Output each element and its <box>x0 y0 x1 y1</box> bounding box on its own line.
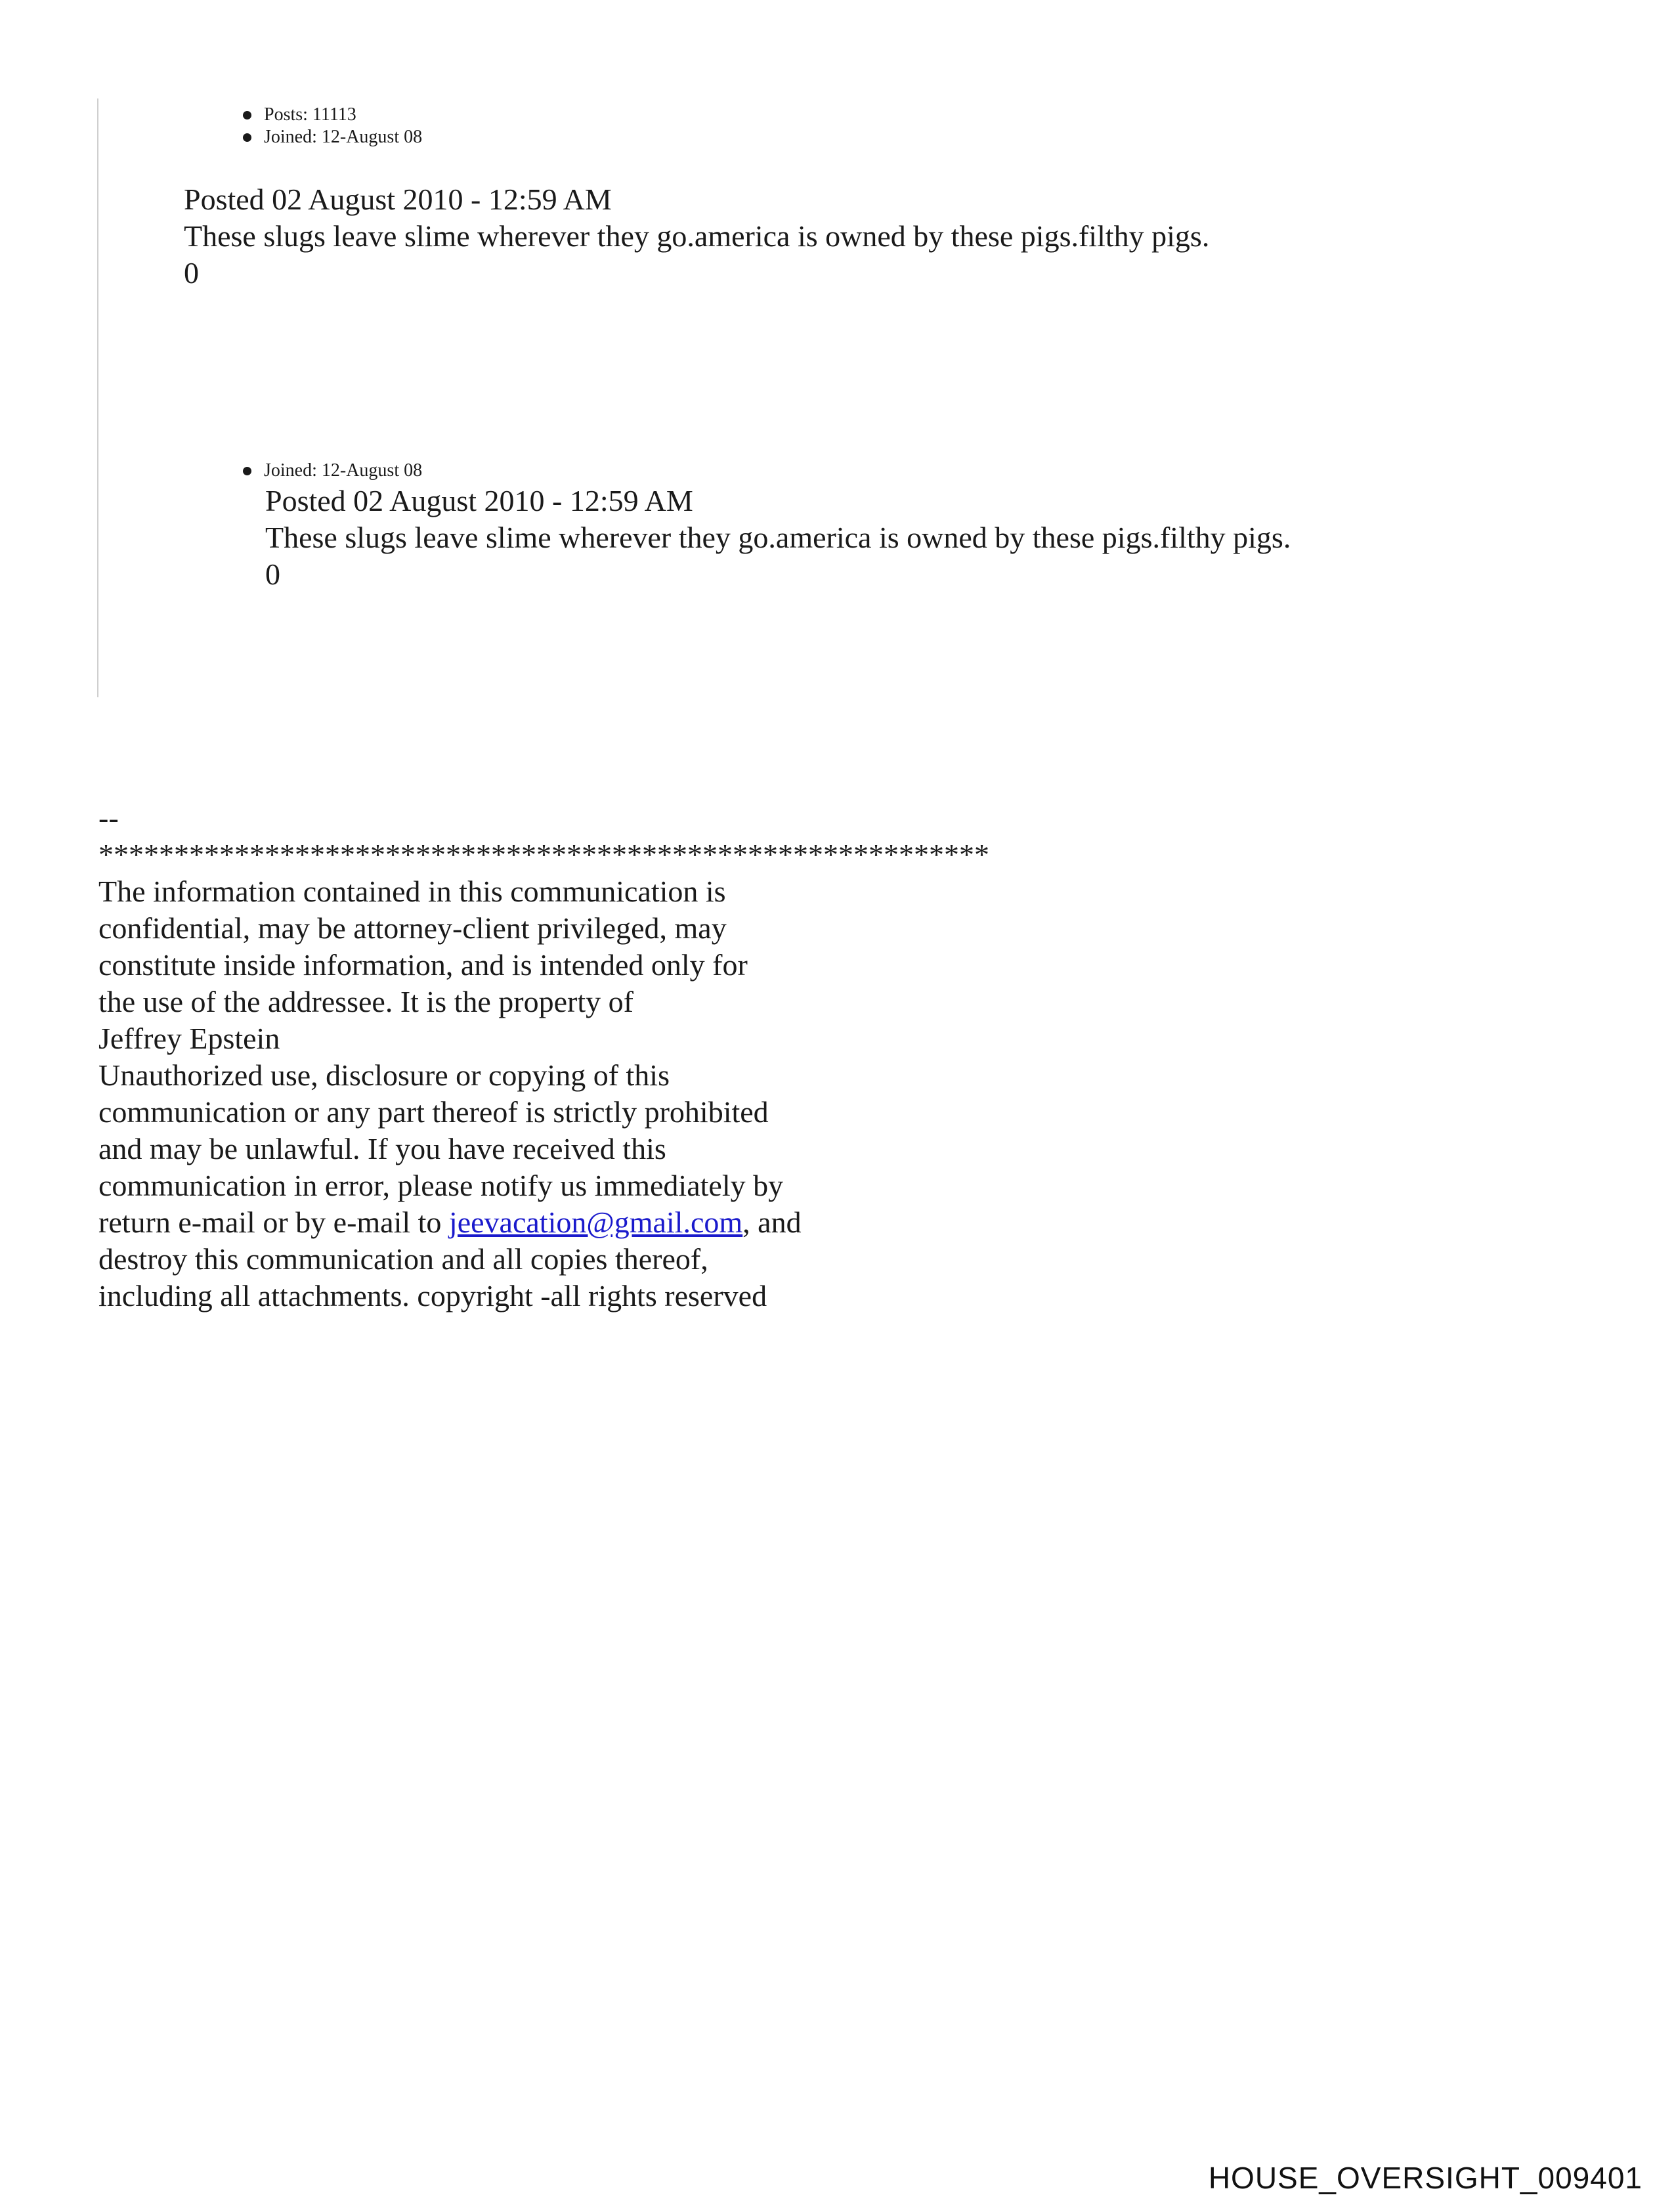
disclaimer-line: and may be unlawful. If you have received this <box>98 1132 666 1165</box>
post-body: These slugs leave slime wherever they go.america is owned by these pigs.filthy pigs. <box>265 521 1291 554</box>
disclaimer-email-line <box>98 1204 989 1241</box>
disclaimer-line: destroy this communication and all copies thereof, <box>98 1242 708 1276</box>
disclaimer-line: the use of the addressee. It is the property of <box>98 985 633 1018</box>
joined-date-item: Joined: 12-August 08 <box>240 126 422 148</box>
disclaimer-owner: Jeffrey Epstein <box>98 1022 280 1055</box>
signature-separator: -- <box>98 801 119 835</box>
disclaimer-line: Unauthorized use, disclosure or copying of this <box>98 1058 670 1092</box>
post-reputation-count: 0 <box>184 256 199 290</box>
disclaimer-line: constitute inside information, and is intended only for <box>98 948 748 982</box>
post-count-item: Posts: 11113 <box>240 104 422 126</box>
joined-date-item: Joined: 12-August 08 <box>240 460 422 482</box>
quoted-post-meta-list <box>240 460 422 482</box>
disclaimer-line: The information contained in this communication is <box>98 875 726 908</box>
quote-border <box>97 98 98 697</box>
post-meta-list <box>240 104 422 148</box>
disclaimer-line: confidential, may be attorney-client privileged, may <box>98 911 727 945</box>
post-timestamp: Posted 02 August 2010 - 12:59 AM <box>184 183 612 216</box>
signature-stars: *********************************************************** <box>98 838 989 871</box>
post-body: These slugs leave slime wherever they go.america is owned by these pigs.filthy pigs. <box>184 219 1210 253</box>
post-timestamp: Posted 02 August 2010 - 12:59 AM <box>265 484 693 517</box>
forum-post <box>184 181 1209 292</box>
disclaimer-line: including all attachments. copyright -all rights reserved <box>98 1279 767 1312</box>
bates-number: HOUSE_OVERSIGHT_009401 <box>1208 2161 1642 2195</box>
email-link[interactable]: jeevacation@gmail.com <box>448 1205 743 1239</box>
disclaimer-line: communication or any part thereof is strictly prohibited <box>98 1095 769 1129</box>
email-suffix: , and <box>742 1205 802 1239</box>
email-signature <box>98 800 989 1314</box>
post-reputation-count: 0 <box>265 557 280 591</box>
disclaimer-line: communication in error, please notify us immediately by <box>98 1169 784 1202</box>
quoted-forum-post <box>265 483 1291 593</box>
email-prefix: return e-mail or by e-mail to <box>98 1205 449 1239</box>
